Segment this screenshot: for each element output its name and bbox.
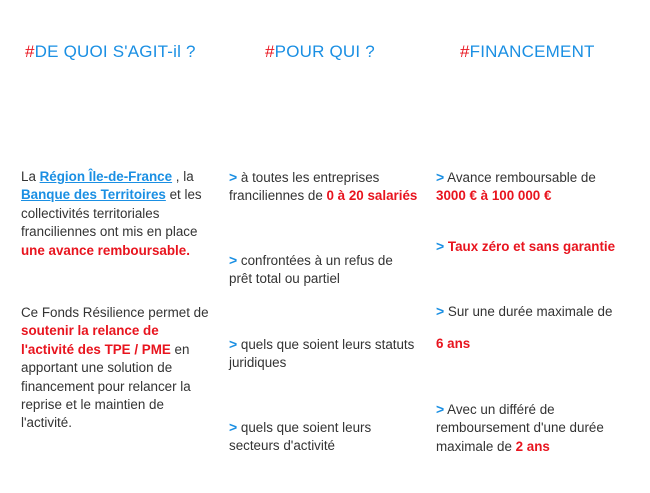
pour-qui-item [229,335,429,373]
pour-qui-item [229,168,424,206]
arrow-bullet-icon: > [436,169,445,185]
highlight-soutenir-relance: soutenir la relance de l'activité des TPE / PME [21,323,171,357]
text-fragment: , la [172,169,194,184]
region-ile-de-france-link[interactable]: Région Île-de-France [39,169,173,184]
arrow-bullet-icon: > [436,238,445,254]
financement-item [436,302,636,354]
heading-text: DE QUOI S'AGIT-il ? [34,42,196,61]
highlight-montant: 3000 € à 100 000 € [436,188,552,204]
highlight-deux-ans: 2 ans [515,438,550,454]
text-fragment: quels que soient leurs statuts juridiques [229,337,415,371]
text-fragment: Avance remboursable de [444,170,596,185]
financement-item [436,237,636,256]
heading-de-quoi-s-agit-il [25,42,196,62]
pour-qui-item [229,251,409,289]
text-fragment: quels que soient leurs secteurs d'activité [229,420,372,454]
intro-paragraph [21,168,206,260]
arrow-bullet-icon: > [436,303,445,319]
arrow-bullet-icon: > [229,336,238,352]
banque-des-territoires-link[interactable]: Banque des Territoires [21,187,166,203]
text-fragment: en apportant une solution de financement pour relancer la reprise et le maintien de l'activité. [21,341,191,431]
fonds-resilience-paragraph [21,304,209,433]
text-fragment: Ce Fonds Résilience permet de [21,305,209,320]
highlight-avance-remboursable: une avance remboursable. [21,242,190,258]
text-fragment: à toutes les entreprises franciliennes de [229,170,380,204]
text-fragment: Sur une durée maximale de [444,304,613,319]
heading-pour-qui [265,42,375,62]
heading-financement [460,42,595,62]
pour-qui-item [229,418,389,456]
highlight-six-ans: 6 ans [436,336,471,352]
hash-symbol: # [25,42,35,61]
financement-item [436,168,616,206]
text-fragment: La [21,169,40,184]
arrow-bullet-icon: > [229,252,238,268]
hash-symbol: # [265,42,275,61]
text-fragment: Avec un différé de remboursement d'une durée maximale de [436,402,604,454]
text-fragment: confrontées à un refus de prêt total ou partiel [229,253,393,287]
heading-text: POUR QUI ? [274,42,375,61]
arrow-bullet-icon: > [229,419,238,435]
highlight-taux-zero: Taux zéro et sans garantie [444,239,616,254]
highlight-salaries: 0 à 20 salariés [326,188,418,204]
arrow-bullet-icon: > [436,401,445,417]
hash-symbol: # [460,42,470,61]
arrow-bullet-icon: > [229,169,238,185]
financement-item [436,400,616,456]
text-fragment: et les collectivités territoriales franciliennes ont mis en place [21,187,202,240]
heading-text: FINANCEMENT [469,42,595,61]
